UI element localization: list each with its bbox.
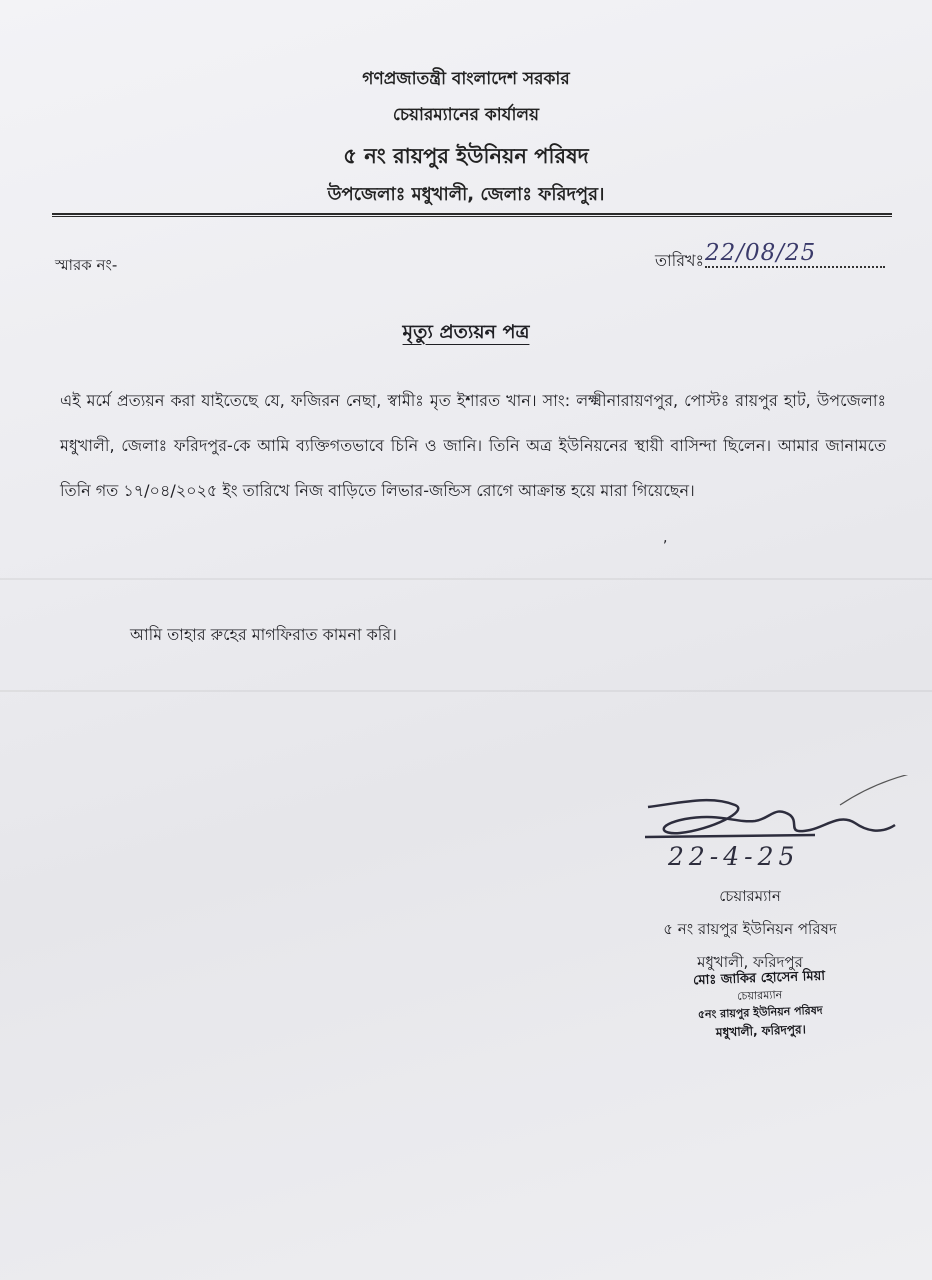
header-divider bbox=[52, 213, 892, 217]
signatory-location: মধুখালী, ফরিদপুর bbox=[697, 953, 803, 971]
government-name: গণপ্রজাতন্ত্রী বাংলাদেশ সরকার bbox=[362, 69, 570, 89]
paper-fold bbox=[0, 690, 932, 692]
memo-number-label: স্মারক নং- bbox=[55, 256, 118, 274]
document-title bbox=[0, 318, 932, 350]
certificate-body: এই মর্মে প্রত্যয়ন করা যাইতেছে যে, ফজিরন নেছা, স্বামীঃ মৃত ইশারত খান। সাং: লক্ষ্মীনারায়ণপুর, পোস্টঃ রায়পুর হাট, উপজেলাঃ মধুখালী, জেলাঃ ফরিদপুর-কে আমি ব্যক্তিগতভাবে চিনি ও জানি। তিনি অত্র ইউনিয়নের স্থায়ী বাসিন্দা ছিলেন। আমার জানামতে তিনি গত ১৭/০৪/২০২৫ ইং তারিখে নিজ বাড়িতে লিভার-জন্ডিস রোগে আক্রান্ত হয়ে মারা গিয়েছেন। bbox=[60, 391, 886, 500]
signatory-block bbox=[600, 880, 900, 979]
condolence-line: আমি তাহার রুহের মাগফিরাত কামনা করি। bbox=[130, 625, 397, 644]
ink-mark: , bbox=[663, 530, 668, 546]
paper-fold bbox=[0, 578, 932, 580]
date-value: 22/08/25 bbox=[705, 240, 885, 268]
seal-union-parishad: ৫নং রায়পুর ইউনিয়ন পরিষদ bbox=[697, 1003, 823, 1022]
signatory-designation: চেয়ারম্যান bbox=[719, 887, 781, 905]
signatory-union-parishad: ৫ নং রায়পুর ইউনিয়ন পরিষদ bbox=[663, 920, 837, 938]
date-label: তারিখঃ bbox=[655, 251, 705, 270]
seal-location: মধুখালী, ফরিদপুর। bbox=[715, 1022, 807, 1040]
official-seal bbox=[629, 965, 891, 1044]
document-title-text: মৃত্যু প্রত্যয়ন পত্র bbox=[402, 321, 530, 343]
seal-designation: চেয়ারম্যান bbox=[736, 988, 783, 1003]
union-parishad-name: ৫ নং রায়পুর ইউনিয়ন পরিষদ bbox=[343, 144, 589, 168]
seal-name: মোঃ জাকির হোসেন মিয়া bbox=[692, 968, 826, 989]
office-address: উপজেলাঃ মধুখালী, জেলাঃ ফরিদপুর। bbox=[327, 184, 605, 205]
office-name: চেয়ারম্যানের কার্যালয় bbox=[392, 105, 540, 125]
signature-date: 22-4-25 bbox=[668, 842, 800, 871]
